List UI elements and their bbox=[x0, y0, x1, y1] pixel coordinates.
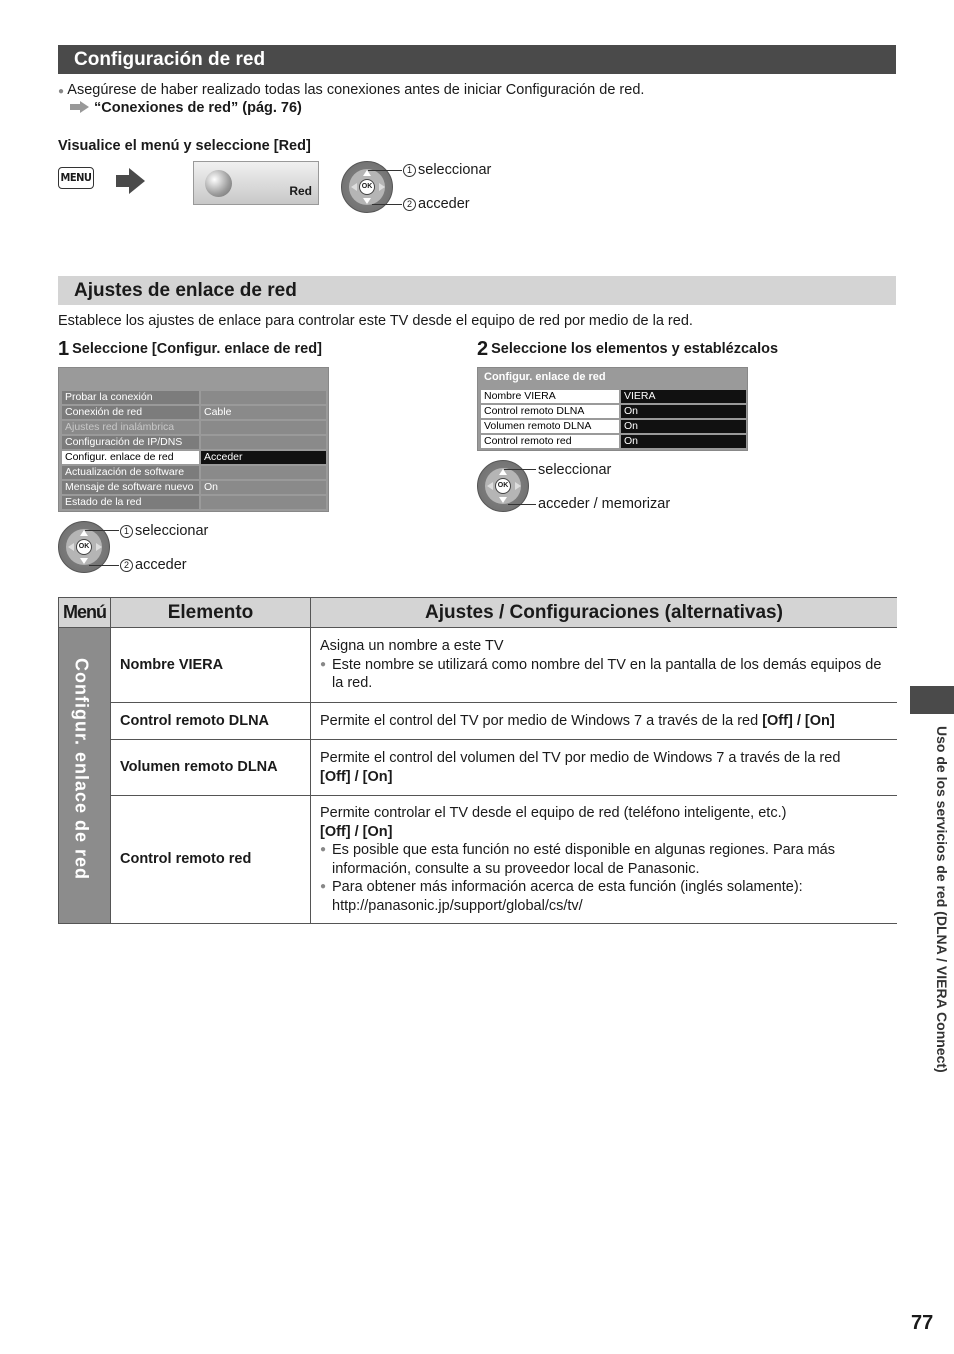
step1-text: Seleccione [Configur. enlace de red] bbox=[72, 341, 322, 357]
desc-cell bbox=[311, 703, 898, 740]
link-config-title: Configur. enlace de red bbox=[484, 371, 606, 383]
remote-select-text: seleccionar bbox=[418, 162, 492, 178]
step1-heading bbox=[58, 340, 322, 358]
section-title-link-settings: Ajustes de enlace de red bbox=[58, 276, 896, 305]
desc-bullet: ● Es posible que esta función no esté disponible en algunas regiones. Para más información, consulte a su proveedor local de Panasonic. bbox=[320, 841, 889, 878]
menu-row: Estado de la red bbox=[62, 496, 326, 509]
step2-remote-select: seleccionar bbox=[538, 462, 612, 478]
step2-remote-enter: acceder / memorizar bbox=[538, 496, 671, 512]
menu-button: MENU bbox=[58, 167, 94, 189]
config-row: Control remoto DLNA On bbox=[481, 405, 746, 418]
desc-options: [Off] / [On] bbox=[320, 823, 393, 840]
leader-line bbox=[504, 469, 536, 470]
item-cell: Control remoto red bbox=[111, 796, 311, 924]
item-cell: Volumen remoto DLNA bbox=[111, 740, 311, 796]
desc-line: Permite el control del volumen del TV por medio de Windows 7 a través de la red bbox=[320, 750, 841, 766]
remote-select-text: seleccionar bbox=[135, 523, 209, 539]
page-number: 77 bbox=[911, 1312, 934, 1334]
bullet-icon: ● bbox=[58, 86, 65, 97]
config-row: Control remoto red On bbox=[481, 435, 746, 448]
leader-line bbox=[508, 504, 536, 505]
config-row: Nombre VIERA VIERA bbox=[481, 390, 746, 403]
header-settings: Ajustes / Configuraciones (alternativas) bbox=[311, 598, 898, 628]
table-row bbox=[59, 703, 898, 740]
section2-intro: Establece los ajustes de enlace para controlar este TV desde el equipo de red por medio de la red. bbox=[58, 313, 693, 329]
menu-row: Conexión de red Cable bbox=[62, 406, 326, 419]
config-row: Volumen remoto DLNA On bbox=[481, 420, 746, 433]
menu-row: Ajustes red inalámbrica bbox=[62, 421, 326, 434]
remote-enter-label bbox=[403, 195, 470, 213]
leader-line bbox=[89, 565, 119, 566]
category-cell bbox=[59, 628, 111, 924]
remote-dpad-icon: OK bbox=[341, 161, 393, 213]
section-title-network-config: Configuración de red bbox=[58, 45, 896, 74]
menu-row-selected: Configur. enlace de red Acceder bbox=[62, 451, 326, 464]
remote-enter-text: acceder bbox=[135, 557, 187, 573]
header-item: Elemento bbox=[111, 598, 311, 628]
menu-row: Configuración de IP/DNS bbox=[62, 436, 326, 449]
step-number: 2 bbox=[477, 338, 489, 360]
desc-options: [Off] / [On] bbox=[320, 768, 393, 785]
table-row bbox=[59, 628, 898, 703]
circled-number: 1 bbox=[120, 525, 133, 538]
remote-select-label bbox=[403, 161, 491, 179]
desc-cell bbox=[311, 628, 898, 703]
desc-bullet: ● Para obtener más información acerca de esta función (inglés solamente): http://panasonic.jp/support/global/cs/tv/ bbox=[320, 878, 889, 915]
leader-line bbox=[368, 170, 402, 171]
menu-row: Mensaje de software nuevo On bbox=[62, 481, 326, 494]
desc-cell bbox=[311, 796, 898, 924]
step2-heading bbox=[477, 340, 778, 358]
header-menu: Menú bbox=[59, 598, 111, 628]
link-config-screen bbox=[477, 367, 748, 451]
circled-number: 1 bbox=[403, 164, 416, 177]
step2-text: Seleccione los elementos y establézcalos bbox=[491, 341, 779, 357]
table-header-row bbox=[59, 598, 898, 628]
desc-line: Asigna un nombre a este TV bbox=[320, 638, 504, 655]
desc-cell bbox=[311, 740, 898, 796]
section1-bullet bbox=[58, 81, 644, 101]
desc-options: [Off] / [On] bbox=[762, 712, 835, 729]
globe-icon bbox=[205, 170, 232, 197]
remote-dpad-icon: OK bbox=[58, 521, 110, 573]
arrow-right-icon bbox=[80, 101, 89, 113]
desc-line: Permite el control del TV por medio de Windows 7 a través de la red bbox=[320, 712, 763, 729]
settings-table bbox=[58, 597, 897, 924]
table-row bbox=[59, 740, 898, 796]
item-cell: Nombre VIERA bbox=[111, 628, 311, 703]
desc-line: Permite controlar el TV desde el equipo de red (teléfono inteligente, etc.) bbox=[320, 805, 787, 821]
menu-row: Probar la conexión bbox=[62, 391, 326, 404]
menu-row: Actualización de software bbox=[62, 466, 326, 479]
remote-dpad-icon: OK bbox=[477, 460, 529, 512]
side-tab-marker bbox=[910, 686, 954, 714]
category-label: Configur. enlace de red bbox=[71, 658, 92, 881]
desc-bullet: ● Este nombre se utilizará como nombre del TV en la pantalla de los demás equipos de la red. bbox=[320, 656, 889, 693]
circled-number: 2 bbox=[120, 559, 133, 572]
network-menu-screen bbox=[58, 367, 329, 512]
arrow-right-icon bbox=[129, 168, 145, 194]
item-cell: Control remoto DLNA bbox=[111, 703, 311, 740]
leader-line bbox=[372, 204, 402, 205]
reference-link: “Conexiones de red” (pág. 76) bbox=[94, 100, 302, 116]
step1-remote-enter bbox=[120, 556, 187, 574]
step1-remote-select bbox=[120, 522, 208, 540]
circled-number: 2 bbox=[403, 198, 416, 211]
section1-instruction: Visualice el menú y seleccione [Red] bbox=[58, 138, 311, 154]
table-row bbox=[59, 796, 898, 924]
step-number: 1 bbox=[58, 338, 70, 360]
red-tile-label: Red bbox=[289, 184, 312, 198]
remote-enter-text: acceder bbox=[418, 196, 470, 212]
leader-line bbox=[85, 530, 119, 531]
red-menu-tile bbox=[193, 161, 319, 205]
side-chapter-label: Uso de los servicios de red (DLNA / VIERA Connect) bbox=[934, 726, 950, 1073]
section1-bullet-text: Asegúrese de haber realizado todas las conexiones antes de iniciar Configuración de red. bbox=[67, 82, 645, 98]
section1-reference bbox=[68, 99, 302, 117]
